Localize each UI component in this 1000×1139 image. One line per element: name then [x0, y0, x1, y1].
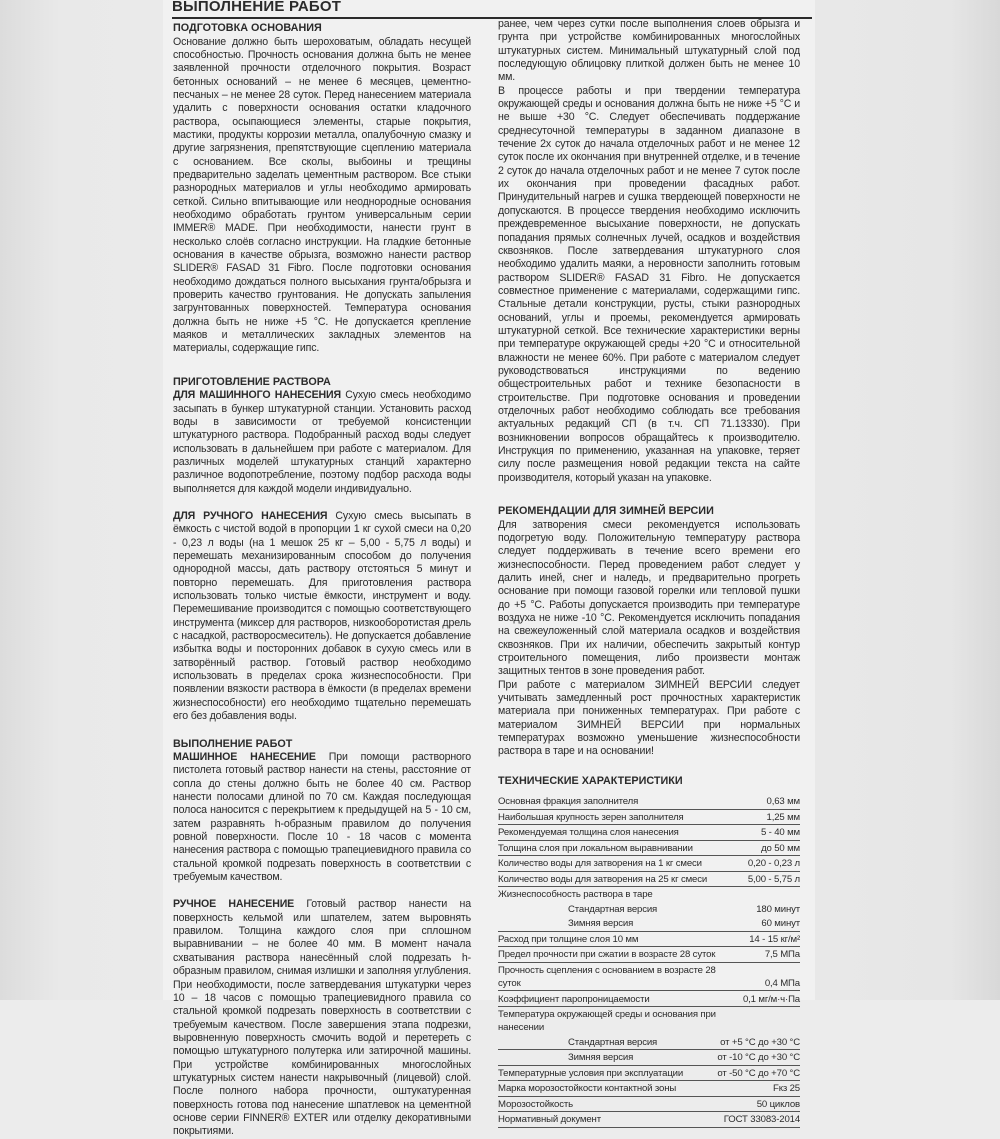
spec-label: Морозостойкость — [498, 1098, 573, 1110]
section-title-work: ВЫПОЛНЕНИЕ РАБОТ — [173, 737, 293, 750]
mix-hand-text: Сухую смесь высыпать в ёмкость с чистой водой в пропорции 1 кг сухой смеси на 0,20 - 0,23 л воды (на 1 мешок 25 кг – 5,00 - 5,75 л воды) и перемешать механизированным способом до получения однородной массы, дать раствору отстояться 5 минут и повторно перемешать. Для приготовления раствора использовать только чистые ёмкости, инструмент и воду. Перемешивание производится с помощью соответствующего инструмента (миксер для растворов, низкооборотистая дрель с насадкой, растворосмеситель). Не допускается добавление избытка воды и посторонних добавок в сухую смесь или в затворённый раствор. Готовый раствор необходимо использовать в пределах срока жизнеспособности. При появлении вязкости раствора в ёмкости (в пределах времени жизнеспособности) его необходимо тщательно перемешать его без добавления воды. — [173, 510, 471, 723]
spec-label: Расход при толщине слоя 10 мм — [498, 933, 639, 945]
section-title-mixing: ПРИГОТОВЛЕНИЕ РАСТВОРА — [173, 375, 331, 388]
spec-label: Температурные условия при эксплуатации — [498, 1067, 684, 1079]
work-hand-label: РУЧНОЕ НАНЕСЕНИЕ — [173, 898, 295, 911]
spec-label: Марка морозостойкости контактной зоны — [498, 1083, 677, 1095]
spec-row — [498, 1096, 800, 1112]
spec-row — [498, 856, 800, 872]
section-title-specs: ТЕХНИЧЕСКИЕ ХАРАКТЕРИСТИКИ — [498, 774, 683, 787]
spec-row — [498, 1006, 800, 1034]
spec-row — [498, 931, 800, 947]
mix-machine-label: ДЛЯ МАШИННОГО НАНЕСЕНИЯ — [173, 389, 341, 402]
spec-value: от -50 °C до +70 °C — [717, 1067, 800, 1079]
spec-label: Наибольшая крупность зерен заполнителя — [498, 811, 684, 823]
spec-value: 0,20 - 0,23 л — [747, 858, 800, 870]
spec-label: Толщина слоя при локальном выравнивании — [498, 842, 693, 854]
spec-value: от +5 °C до +30 °C — [720, 1036, 800, 1048]
winter-text-2: При работе с материалом ЗИМНЕЙ ВЕРСИИ следует учитывать замедленный рост прочностных характеристик материала при пониженных температурах. При работе с материалом ЗИМНЕЙ ВЕРСИИ при нормальных температурах возможно уменьшение жизнеспособности раствора в таре и на основании! — [498, 678, 800, 758]
right-column — [498, 18, 800, 1128]
spec-value: 0,1 мг/м·ч·Па — [742, 993, 800, 1005]
spec-row — [498, 871, 800, 887]
continuation-text: ранее, чем через сутки после выполнения слоев обрызга и грунта при устройстве комбинированных многослойных штукатурных систем. Минимальный штукатурный слой под последующую облицовку плиткой должен быть не менее 10 мм. — [498, 18, 800, 84]
mix-machine-text: Сухую смесь необходимо засыпать в бункер штукатурной станции. Установить расход воды в зависимости от требуемой консистенции штукатурного раствора. Подобранный расход воды следует использовать в дальнейшем при работе с материалом. Для различных моделей штукатурных станций характерно различное водопотребление, поэтому подбор расхода воды выполняется для каждой модели индивидуально. — [173, 389, 471, 495]
spec-value: до 50 мм — [761, 842, 800, 854]
work-machine-paragraph — [173, 751, 471, 884]
spec-value: 5,00 - 5,75 л — [747, 873, 800, 885]
spec-value: 1,25 мм — [766, 811, 800, 823]
page-title: ВЫПОЛНЕНИЕ РАБОТ — [172, 0, 812, 19]
spec-label: Прочность сцепления с основанием в возрасте 28 суток — [498, 964, 716, 990]
work-hand-paragraph — [173, 898, 471, 1138]
spec-value — [717, 887, 800, 902]
spec-label: Жизнеспособность раствора в таре — [498, 889, 653, 901]
spec-row — [498, 1035, 800, 1050]
spec-value: 7,5 МПа — [764, 949, 800, 961]
spec-label: Температура окружающей среды и основания при нанесении — [498, 1008, 716, 1034]
spec-value: Fкз 25 — [772, 1083, 800, 1095]
spec-row — [498, 1050, 800, 1066]
spec-value: 60 минут — [761, 918, 800, 930]
temperature-text: В процессе работы и при твердении температура окружающей среды и основания должна быть не ниже +5 °C и не выше +30 °C. Следует обеспечивать поддержание среднесуточной температуры в заданном диапазоне в течение 2х суток до начала отделочных работ и не менее 12 суток после их окончания при внутренней отделке, и в течение 2 суток до начала отделочных работ и не менее 7 суток после их окончания при проведении фасадных работ. Принудительный нагрев и сушка твердеющей поверхности не допускаются. В процессе твердения необходимо исключить преждевременное высыхание поверхности, не допускать попадания прямых солнечных лучей, осадков и воздействия сквозняков. После затвердевания штукатурного слоя необходимо удалить маяки, а неровности заполнить готовым раствором SLIDER® FASAD 31 Fibro. Не допускается совместное применение с материалами, содержащими гипс. Стальные детали конструкции, русты, стыки разнородных оснований, углы и проемы, рекомендуется армировать штукатурной сеткой. Все технические характеристики верны при температуре окружающей среды +20 °C и относительной влажности не менее 60%. При работе с материалом следует руководствоваться инструкциями по ведению общестроительных работ и технике безопасности в строительстве. При подготовке основания и проведении отделочных работ необходимо соблюдать все требования актуальных редакций СП (в т.ч. СП 71.13330). При возникновении вопросов обращайтесь к производителю. Инструкция по применению, указанная на упаковке, теряет силу после размещения новой редакции текста на сайте производителя, который указан на упаковке. — [498, 84, 800, 484]
mix-hand-paragraph — [173, 510, 471, 724]
spec-label: Нормативный документ — [498, 1114, 601, 1126]
spec-value: 180 минут — [756, 903, 800, 915]
spec-row — [498, 809, 800, 825]
spec-row — [498, 1065, 800, 1081]
work-machine-text: При помощи растворного пистолета готовый раствор нанести на стены, расстояние от сопла до стены должно быть не более 40 см. Раствор нанести полосами длиной по 70 см. Каждая последующая полоса наносится с перекрытием к предыдущей на 5 - 10 см, затем разравнять h-образным правилом до получения ровной поверхности. После 10 - 18 часов с момента нанесения раствора с помощью трапециевидного правила со стальной кромкой подрезать поверхность в соответствии с требуемым качеством. — [173, 751, 471, 884]
spec-value: 0,63 мм — [766, 796, 800, 808]
spec-value: 5 - 40 мм — [760, 827, 800, 839]
preparation-text: Основание должно быть шероховатым, обладать несущей способностью. Прочность основания должна быть не менее заявленной прочности отделочного покрытия. Возраст бетонных оснований – не менее 6 месяцев, цементно-песчаных – не менее 28 суток. Перед нанесением материала удалить с поверхности основания остатки кладочного раствора, осыпающиеся элементы, старые покрытия, мастики, продукты коррозии металла, опалубочную смазку и другие загрязнения, препятствующие сцеплению материала с основанием. Все сколы, выбоины и трещины предварительно заделать цементным раствором. Все стыки разнородных материалов и углы необходимо армировать сеткой. Сильно впитывающие или неоднородные основания необходимо обработать грунтом универсальным серии IMMER® MADE. При необходимости, нанести грунт в несколько слоёв согласно инструкции. На гладкие бетонные основания в качестве обрызга, возможно нанести раствор SLIDER® FASAD 31 Fibro. После подготовки основания необходимо дождаться полного высыхания грунта/обрызга и проверить качество грунтования. Не допускать запыления загрунтованных поверхностей. Температура основания должна быть не ниже +5 °C. Не допускается крепление маяков и металлических закладных элементов на материалы, содержащие гипс. — [173, 35, 471, 355]
spec-row — [498, 825, 800, 841]
spec-row — [498, 840, 800, 856]
spec-label: Основная фракция заполнителя — [498, 796, 639, 808]
winter-text: Для затворения смеси рекомендуется использовать подогретую воду. Положительную температуру раствора следует поддерживать в течение всего времени его жизнеспособности. Перед проведением работ следует у далить иней, снег и наледь, и предварительно прогреть основание при помощи газовой горелки или тепловой пушки до +5 °C. Работы допускается производить при температуре воздуха не ниже -10 °C. Рекомендуется исключить попадания на свежеуложенный слой материала осадков и воздействия сквозняков. При их наличии, обеспечить закрытый контур строительного помещения, либо произвести монтаж защитных тентов в зоне проведения работ. — [498, 518, 800, 678]
left-column — [173, 22, 471, 1139]
spec-label: Зимняя версия — [568, 1052, 634, 1064]
specs-table — [498, 794, 800, 1127]
spec-label: Количество воды для затворения на 1 кг смеси — [498, 858, 702, 870]
section-title-winter: РЕКОМЕНДАЦИИ ДЛЯ ЗИМНЕЙ ВЕРСИИ — [498, 505, 714, 518]
spec-value: 50 циклов — [756, 1098, 800, 1110]
spec-value: ГОСТ 33083-2014 — [723, 1114, 800, 1126]
spec-row — [498, 1112, 800, 1128]
spec-value — [717, 1006, 800, 1034]
mix-machine-paragraph — [173, 389, 471, 496]
spec-value: от -10 °C до +30 °C — [717, 1052, 800, 1064]
spec-label: Количество воды для затворения на 25 кг смеси — [498, 873, 708, 885]
spec-label: Стандартная версия — [568, 903, 658, 915]
spec-label: Предел прочности при сжатии в возрасте 28 суток — [498, 949, 716, 961]
spec-label: Стандартная версия — [568, 1036, 658, 1048]
spec-row — [498, 794, 800, 809]
spec-row — [498, 887, 800, 902]
spec-row — [498, 947, 800, 963]
spec-label: Коэффициент паропроницаемости — [498, 993, 650, 1005]
work-hand-text: Готовый раствор нанести на поверхность кельмой или шпателем, затем выровнять правилом. Толщина каждого слоя при сплошном выравнивании – не более 40 мм. В момент начала схватывания раствора нанесённый слой подрезать h-образным правилом, снимая излишки и заполняя углубления. При необходимости, после затвердевания штукатурки через 10 – 18 часов с помощью трапециевидного правила со стальной кромкой подрезать поверхность в соответствии с требуемым качеством. После завершения этапа подрезки, выровненную поверхность смочить водой и перетереть с помощью штукатурного полутерка или затирочной машины. При устройстве комбинированных многослойных штукатурных систем нанести накрывочный (лицевой) слой. После полного набора прочности, оштукатуренная поверхность готова под нанесение шпатлевок на цементной основе серии FINNER® EXTER или отделку декоративными покрытиями. — [173, 898, 471, 1138]
spec-label: Зимняя версия — [568, 918, 634, 930]
spec-row — [498, 902, 800, 917]
spec-label: Рекомендуемая толщина слоя нанесения — [498, 827, 679, 839]
spec-row — [498, 916, 800, 931]
spec-value: 0,4 МПа — [764, 978, 800, 990]
spec-value: 14 - 15 кг/м² — [749, 933, 800, 945]
mix-hand-label: ДЛЯ РУЧНОГО НАНЕСЕНИЯ — [173, 510, 328, 522]
spec-row — [498, 1081, 800, 1097]
section-title-preparation: ПОДГОТОВКА ОСНОВАНИЯ — [173, 22, 322, 34]
spec-row — [498, 962, 800, 991]
spec-row — [498, 991, 800, 1007]
work-machine-label: МАШИННОЕ НАНЕСЕНИЕ — [173, 751, 316, 763]
